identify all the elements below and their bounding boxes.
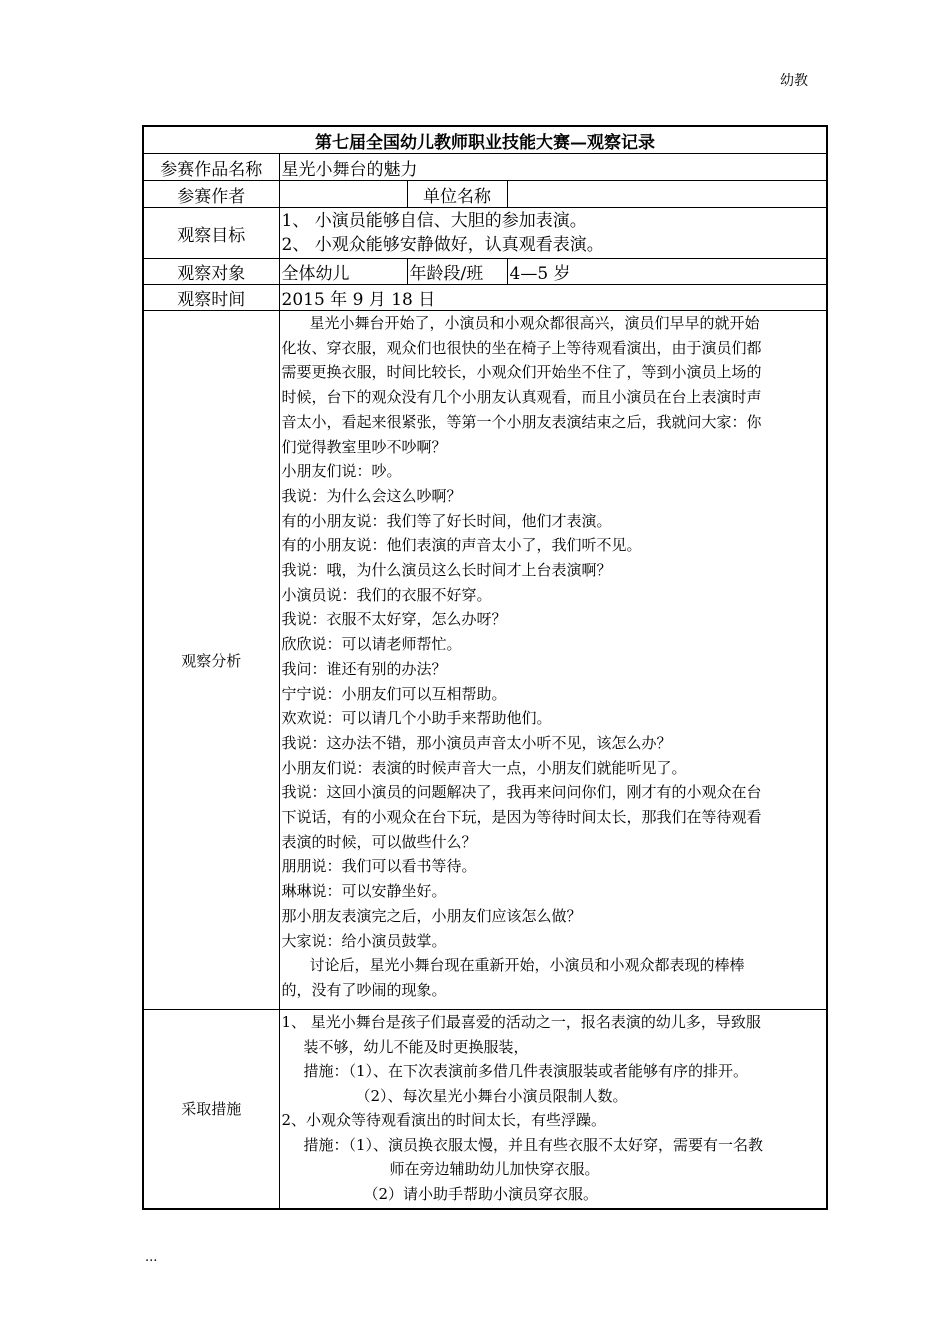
analysis-line: 大家说：给小演员鼓掌。 [281,931,447,950]
footer-mark: ... [145,1250,158,1265]
goal-item: 2、 小观众能够安静做好，认真观看表演。 [281,235,604,255]
time-label: 观察时间 [143,285,279,311]
measures-text [279,1010,827,1209]
goal-item: 1、 小演员能够自信、大胆的参加表演。 [281,211,587,231]
analysis-line: 有的小朋友说：他们表演的声音太小了，我们听不见。 [281,536,642,555]
analysis-line: 我问：谁还有别的办法？ [281,659,447,678]
measures-line: 1、 星光小舞台是孩子们最喜爱的活动之一，报名表演的幼儿多，导致服 [281,1013,761,1031]
object-label: 观察对象 [143,259,279,285]
goal-list [279,208,827,259]
analysis-line: 音太小，看起来很紧张，等第一个小朋友表演结束之后，我就问大家：你 [281,412,762,431]
age-value: 4—5 岁 [507,259,827,285]
observation-record-table [142,125,828,1210]
analysis-line: 朋朋说：我们可以看书等待。 [281,857,477,876]
header-tag: 幼教 [780,73,808,89]
unit-label: 单位名称 [407,181,507,208]
goal-label: 观察目标 [143,208,279,259]
analysis-line: 我说：这回小演员的问题解决了，我再来问问你们，刚才有的小观众在台 [281,783,762,802]
analysis-line: 星光小舞台开始了，小演员和小观众都很高兴，演员们早早的就开始 [309,314,760,332]
analysis-line: 我说：衣服不太好穿，怎么办呀？ [281,610,507,629]
analysis-line: 我说：为什么会这么吵啊？ [281,486,462,505]
analysis-line: 有的小朋友说：我们等了好长时间，他们才表演。 [281,511,612,530]
analysis-line: 讨论后，星光小舞台现在重新开始，小演员和小观众都表现的棒棒 [309,956,745,975]
analysis-line: 下说话，有的小观众在台下玩，是因为等待时间太长，那我们在等待观看 [281,808,762,827]
author-value [279,181,407,208]
analysis-line: 小朋友们说：表演的时候声音大一点，小朋友们就能听见了。 [281,758,687,777]
analysis-line: 欢欢说：可以请几个小助手来帮助他们。 [281,709,552,728]
measures-line: 师在旁边辅助幼儿加快穿衣服。 [389,1160,600,1178]
analysis-line: 欣欣说：可以请老师帮忙。 [281,635,462,654]
analysis-line: 小演员说：我们的衣服不好穿。 [281,585,492,604]
work-name-value: 星光小舞台的魅力 [279,154,827,181]
analysis-line: 的，没有了吵闹的现象。 [281,980,447,999]
analysis-line: 小朋友们说：吵。 [281,462,402,481]
unit-value [507,181,827,208]
measures-line: （2）、每次星光小舞台小演员限制人数。 [355,1086,628,1105]
measures-label: 采取措施 [143,1010,279,1209]
measures-line: （2）请小助手帮助小演员穿衣服。 [363,1184,599,1203]
analysis-label: 观察分析 [143,311,279,1010]
analysis-line: 我说：哦，为什么演员这么长时间才上台表演啊？ [281,561,612,580]
analysis-line: 时候，台下的观众没有几个小朋友认真观看，而且小演员在台上表演时声 [281,388,762,407]
time-value: 2015 年 9 月 18 日 [279,285,827,311]
measures-line: 2、小观众等待观看演出的时间太长，有些浮躁。 [281,1111,607,1129]
measures-line: 措施：（1）、在下次表演前多借几件表演服装或者能够有序的排开。 [303,1062,749,1080]
analysis-line: 我说：这办法不错，那小演员声音太小听不见，该怎么办？ [281,733,672,752]
measures-line: 装不够，幼儿不能及时更换服装， [303,1037,529,1056]
author-label: 参赛作者 [143,181,279,208]
analysis-line: 表演的时候，可以做些什么？ [281,832,477,851]
measures-line: 措施：（1）、演员换衣服太慢，并且有些衣服不太好穿，需要有一名教 [303,1135,764,1154]
analysis-line: 化妆、穿衣服，观众们也很快的坐在椅子上等待观看演出，由于演员们都 [281,338,762,357]
analysis-line: 那小朋友表演完之后，小朋友们应该怎么做？ [281,906,582,925]
object-value: 全体幼儿 [279,259,407,285]
analysis-line: 琳琳说：可以安静坐好。 [281,882,447,901]
work-name-label: 参赛作品名称 [143,154,279,181]
table-title: 第七届全国幼儿教师职业技能大赛—观察记录 [143,126,827,154]
analysis-line: 需要更换衣服，时间比较长，小观众们开始坐不住了，等到小演员上场的 [281,363,762,382]
analysis-text [279,311,827,1010]
analysis-line: 宁宁说：小朋友们可以互相帮助。 [281,684,507,703]
age-label: 年龄段/班 [407,259,507,285]
analysis-line: 们觉得教室里吵不吵啊？ [281,437,447,456]
